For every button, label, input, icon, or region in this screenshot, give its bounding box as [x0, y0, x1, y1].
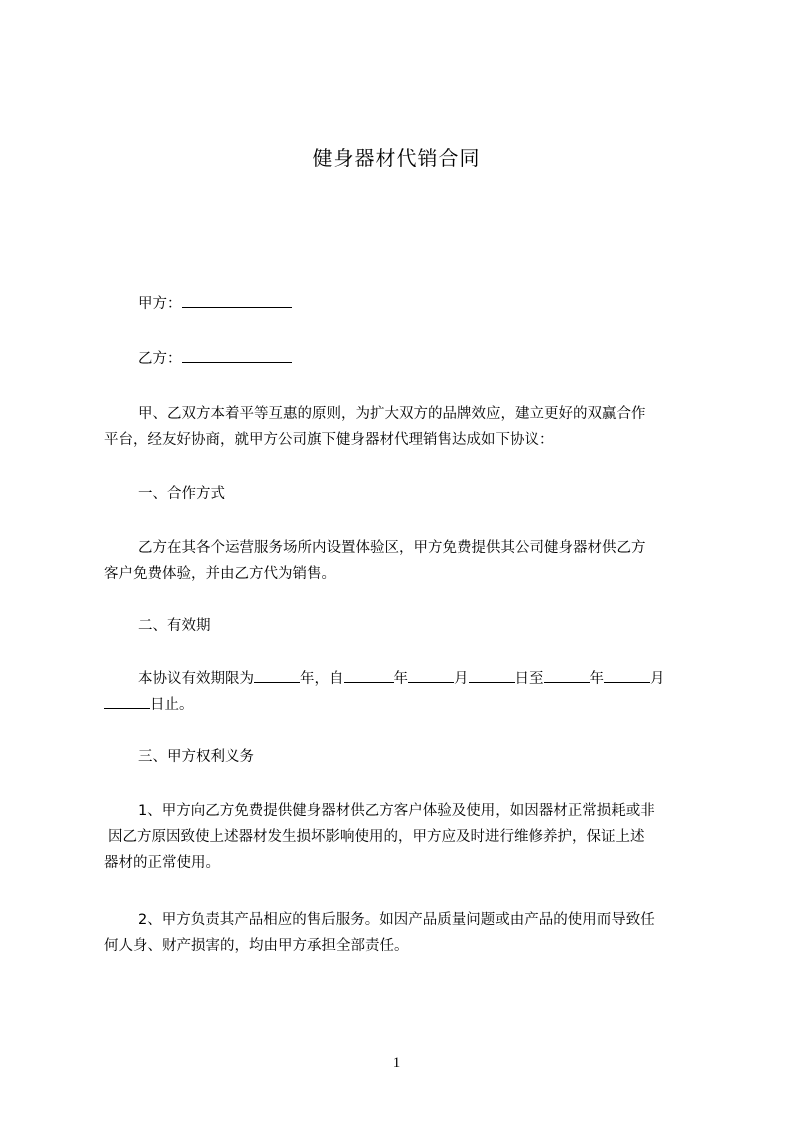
section3-item2-line-2: 何人身、财产损害的，均由甲方承担全部责任。 — [104, 938, 409, 954]
section2-term-line — [138, 667, 738, 688]
section3-heading: 三、甲方权利义务 — [138, 749, 254, 765]
start-month-blank — [408, 668, 454, 683]
section3-item2-line-1: 2、甲方负责其产品相应的售后服务。如因产品质量问题或由产品的使用而导致任 — [138, 912, 655, 928]
term-text-4: 月 — [454, 671, 469, 687]
term-text-2: 年，自 — [300, 671, 344, 687]
term-years-blank — [254, 668, 300, 683]
page-title: 健身器材代销合同 — [312, 146, 481, 170]
term-text-6: 年 — [589, 671, 604, 687]
term-text-1: 本协议有效期限为 — [138, 671, 254, 687]
term-text-8: 日止。 — [150, 697, 194, 713]
start-year-blank — [344, 668, 394, 683]
term-text-5: 日至 — [514, 671, 544, 687]
section2-term-line-2 — [104, 693, 704, 714]
term-text-7: 月 — [650, 671, 665, 687]
intro-line-2: 平台，经友好协商，就甲方公司旗下健身器材代理销售达成如下协议： — [104, 432, 554, 448]
start-day-blank — [469, 668, 515, 683]
end-day-blank — [104, 694, 150, 709]
section1-line-2: 客户免费体验，并由乙方代为销售。 — [104, 566, 336, 582]
intro-line-1: 甲、乙双方本着平等互惠的原则，为扩大双方的品牌效应，建立更好的双赢合作 — [138, 406, 646, 422]
party-b-line — [138, 347, 738, 368]
party-b-blank — [182, 348, 292, 363]
term-text-3: 年 — [393, 671, 408, 687]
party-a-blank — [182, 293, 292, 308]
section3-item1-line-2: 因乙方原因致使上述器材发生损坏影响使用的，甲方应及时进行维修养护，保证上述 — [108, 829, 645, 845]
end-month-blank — [604, 668, 650, 683]
section3-item1-line-3: 器材的正常使用。 — [104, 855, 220, 871]
section1-line-1: 乙方在其各个运营服务场所内设置体验区，甲方免费提供其公司健身器材供乙方 — [138, 540, 646, 556]
page-number: 1 — [392, 1055, 401, 1071]
section2-heading: 二、有效期 — [138, 618, 211, 634]
party-a-line — [138, 292, 738, 313]
section3-item1-line-1: 1、甲方向乙方免费提供健身器材供乙方客户体验及使用，如因器材正常损耗或非 — [138, 803, 655, 819]
end-year-blank — [544, 668, 590, 683]
party-a-label: 甲方： — [138, 296, 182, 312]
section1-heading: 一、合作方式 — [138, 486, 225, 502]
party-b-label: 乙方： — [138, 351, 182, 367]
